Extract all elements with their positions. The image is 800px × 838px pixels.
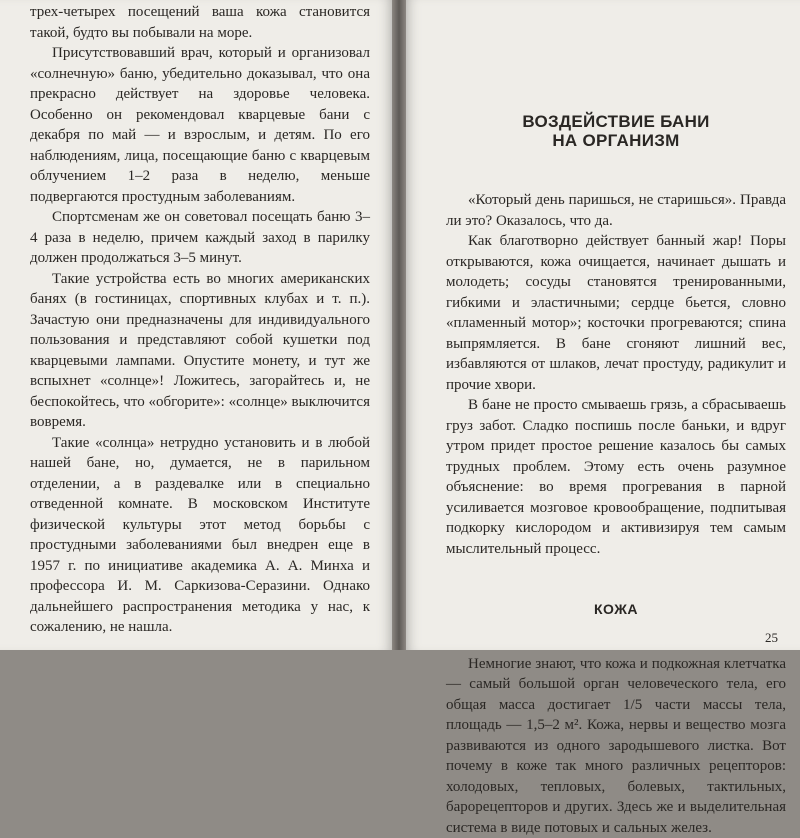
paragraph: «Который день паришься, не старишься». Правда ли это? Оказалось, что да. — [446, 190, 786, 231]
left-page — [0, 0, 392, 650]
right-text-column — [446, 0, 786, 838]
paragraph: Как благотворно действует банный жар! Поры открываются, кожа очищается, начинает дышать и молодеть; сосуды становятся тренированными, гибкими и эластичными; сердце бьется, словно «пламенный мотор»; косточки прогреваются; спина выпрямляется. В бане сгоняют лишний вес, избавляются от шлаков, лечат простуду, радикулит и прочие хвори. — [446, 231, 786, 395]
paragraph: Такие устройства есть во многих американских банях (в гостиницах, спортивных клубах и т. п.). Зачастую они предназначены для индивидуального пользования и представляют собой кушетки под кварцевыми лампами. Опустите монету, и тут же вспыхнет «солнце»! Ложитесь, загорайтесь и, не беспокойтесь, что «обгорите»: «солнце» выключится вовремя. — [30, 269, 370, 433]
paragraph: Спортсменам же он советовал посещать баню 3–4 раза в неделю, причем каждый заход в парилку должен продолжаться 3–5 минут. — [30, 207, 370, 269]
section-heading: КОЖА — [446, 599, 786, 620]
right-page — [406, 0, 800, 650]
chapter-heading-line: ВОЗДЕЙСТВИЕ БАНИ — [446, 112, 786, 131]
paragraph: трех-четырех посещений ваша кожа становится такой, будто вы побывали на море. — [30, 2, 370, 43]
paragraph: В бане не просто смываешь грязь, а сбрасываешь груз забот. Сладко поспишь после баньки, и вдруг утром придет простое решение казалось бы самых трудных проблем. Этому есть очень разумное объяснение: во время прогревания в парной усиливается мозговое кровообращение, подпитывая подкорку кислородом и активизируя тем самым мыслительный процесс. — [446, 395, 786, 559]
left-text-column — [30, 2, 370, 638]
book-gutter — [392, 0, 406, 650]
paragraph: Такие «солнца» нетрудно установить и в любой нашей бане, но, думается, не в парильном отделении, а в раздевалке или в специально отведенной комнате. В московском Институте физической культуры этот метод борьбы с простудными заболеваниями был внедрен еще в 1957 г. по инициативе академика А. А. Минха и профессора И. М. Саркизова-Серазини. Однако дальнейшего распространения методика у нас, к сожалению, не нашла. — [30, 433, 370, 638]
paragraph: Немногие знают, что кожа и подкожная клетчатка — самый большой орган человеческого тела, его общая масса достигает 1/5 части массы тела, площадь — 1,5–2 м². Кожа, нервы и вещество мозга развиваются из одного зародышевого листка. Вот почему в коже так много различных рецепторов: холодовых, тепловых, болевых, тактильных, барорецепторов и других. Здесь же и выделительная система в виде потовых и сальных желез. — [446, 654, 786, 838]
chapter-heading — [446, 112, 786, 150]
paragraph: Присутствовавший врач, который и организовал «солнечную» баню, убедительно доказывал, что она прекрасно действует на здоровье человека. Особенно он рекомендовал кварцевые бани с декабря по май — и взрослым, и детям. По его наблюдениям, лица, посещающие баню с кварцевым облучением 1–2 раза в неделю, меньше подвергаются простудным заболеваниям. — [30, 43, 370, 207]
chapter-heading-line: НА ОРГАНИЗМ — [446, 131, 786, 150]
page-number: 25 — [765, 630, 778, 646]
